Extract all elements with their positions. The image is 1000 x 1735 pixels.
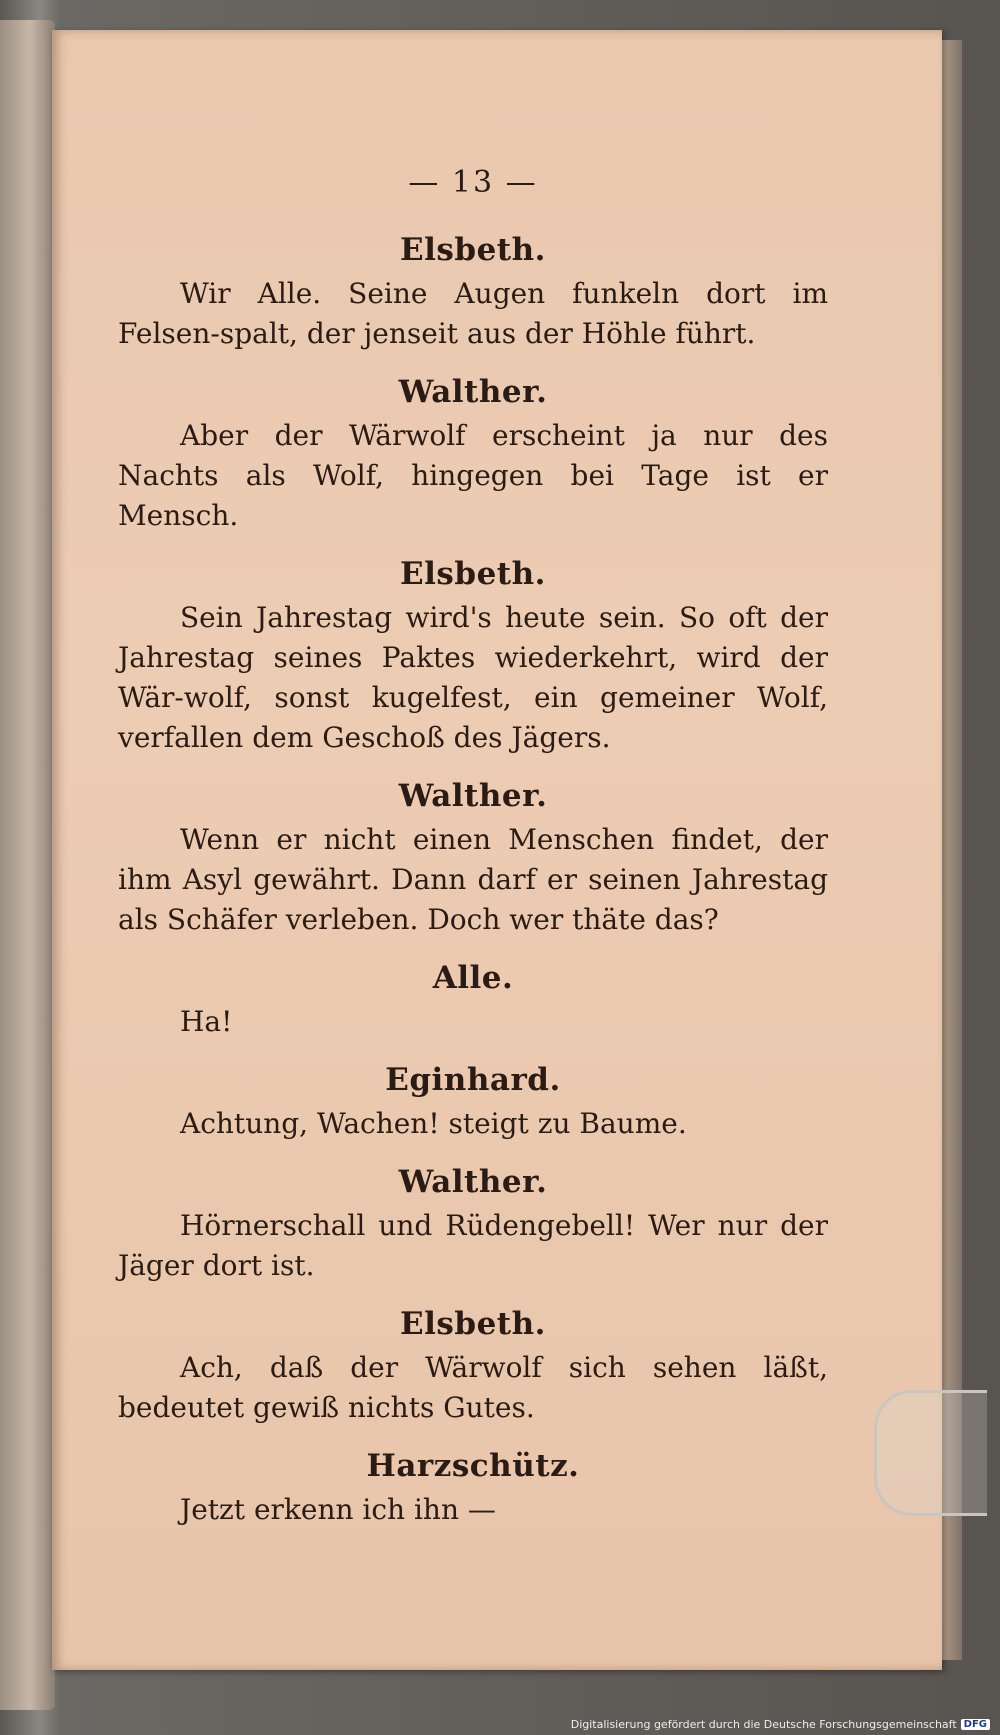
dialogue-block xyxy=(118,1062,828,1144)
page-content xyxy=(118,165,828,1530)
speaker-name: Elsbeth. xyxy=(400,1306,546,1342)
speaker-name: Harzschütz. xyxy=(366,1448,580,1484)
dialogue-block xyxy=(118,232,828,354)
dialogue-block xyxy=(118,374,828,536)
speaker-name: Eginhard. xyxy=(385,1062,561,1098)
dialogue-block xyxy=(118,1306,828,1428)
speaker-name: Walther. xyxy=(398,374,548,410)
dialogue-text: Jetzt erkenn ich ihn — xyxy=(180,1493,496,1526)
dialogue-text: Ach, daß der Wärwolf sich sehen läßt, bedeutet gewiß nichts Gutes. xyxy=(118,1351,828,1424)
speaker-name: Elsbeth. xyxy=(400,232,546,268)
dialogue-block xyxy=(118,778,828,940)
dialogue-text: Wir Alle. Seine Augen funkeln dort im Felsen-spalt, der jenseit aus der Höhle führt. xyxy=(118,277,828,350)
dialogue-block xyxy=(118,1164,828,1286)
dialogue-block xyxy=(118,556,828,758)
dialogue-text: Ha! xyxy=(180,1005,233,1038)
digitization-footer xyxy=(571,1718,990,1731)
footer-credit: Digitalisierung gefördert durch die Deutsche Forschungsgemeinschaft xyxy=(570,1718,957,1731)
paper-clip-icon xyxy=(874,1390,987,1516)
dfg-logo-icon: DFG xyxy=(961,1719,990,1730)
dialogue-text: Aber der Wärwolf erscheint ja nur des Nachts als Wolf, hingegen bei Tage ist er Mensch. xyxy=(118,419,828,532)
speaker-name: Walther. xyxy=(398,778,548,814)
dialogue-block xyxy=(118,960,828,1042)
speaker-name: Walther. xyxy=(398,1164,548,1200)
dialogue-text: Hörnerschall und Rüdengebell! Wer nur der Jäger dort ist. xyxy=(118,1209,828,1282)
dialogue-text: Sein Jahrestag wird's heute sein. So oft der Jahrestag seines Paktes wiederkehrt, wird der Wär-wolf, sonst kugelfest, ein gemeiner Wolf, verfallen dem Geschoß des Jägers. xyxy=(118,601,828,754)
speaker-name: Elsbeth. xyxy=(400,556,546,592)
dialogue-text: Achtung, Wachen! steigt zu Baume. xyxy=(180,1107,687,1140)
dialogue-block xyxy=(118,1448,828,1530)
speaker-name: Alle. xyxy=(432,960,514,996)
page-number: — 13 — xyxy=(408,165,538,200)
previous-page-edge xyxy=(0,20,55,1710)
dialogue-text: Wenn er nicht einen Menschen findet, der ihm Asyl gewährt. Dann darf er seinen Jahrestag als Schäfer verleben. Doch wer thäte das? xyxy=(118,823,828,936)
